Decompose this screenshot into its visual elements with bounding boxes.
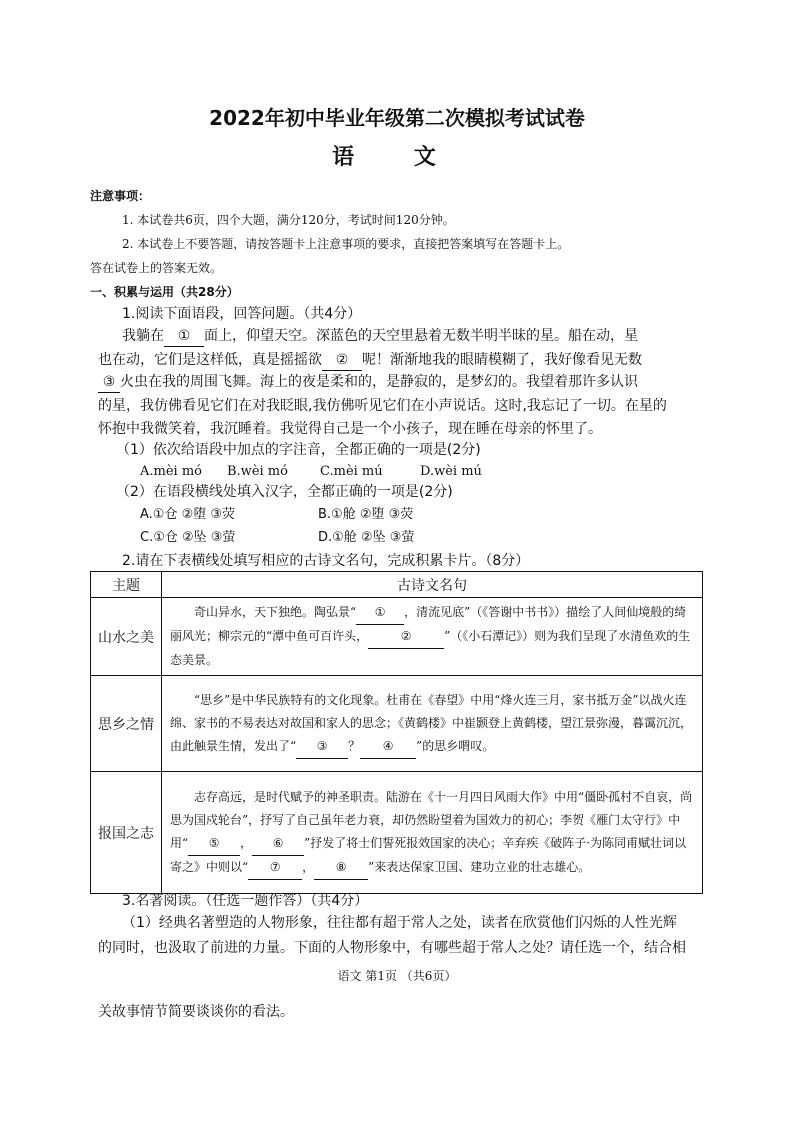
q3-sub1-line-3: 关故事情节简要谈谈你的看法。 bbox=[98, 1004, 294, 1020]
table-row bbox=[91, 676, 703, 772]
q1-sub1-option-c: C.mèi mú bbox=[320, 464, 383, 479]
q3-stem: 3.名著阅读。（任选一题作答）（共4分） bbox=[122, 893, 369, 909]
q1-passage-line-1: 我躺在 ① 面上，仰望天空。深蓝色的天空里悬着无数半明半昧的星。船在动，星 bbox=[122, 326, 638, 347]
q1-passage-line-2: 也在动，它们是这样低，真是摇摇欲 ② 呢！渐渐地我的眼睛模糊了，我好像看见无数 bbox=[98, 350, 642, 371]
q1-passage-line-5: 怀抱中我微笑着，我沉睡着。我觉得自己是一个小孩子，现在睡在母亲的怀里了。 bbox=[98, 421, 602, 437]
section-1-heading: 一、积累与运用（共28分） bbox=[90, 285, 239, 299]
notice-item-2: 2. 本试卷上不要答题，请按答题卡上注意事项的要求，直接把答案填写在答题卡上。 bbox=[122, 237, 570, 251]
q1-sub1-option-b: B.wèi mó bbox=[227, 464, 288, 479]
q1-sub2-option-d: D.①舱 ②坠 ③萤 bbox=[318, 530, 415, 545]
q1-sub2-option-c: C.①仓 ②坠 ③萤 bbox=[140, 530, 236, 545]
q1-passage-line-3: ③ 火虫在我的周围飞舞。海上的夜是柔和的，是静寂的，是梦幻的。我望着那许多认识 bbox=[98, 372, 638, 393]
q3-sub1-line-1: （1）经典名著塑造的人物形象，往往都有超于常人之处，读者在欣赏他们闪烁的人性光辉 bbox=[122, 915, 677, 931]
notice-heading: 注意事项： bbox=[90, 189, 151, 203]
row-content: 志存高远，是时代赋予的神圣职责。陆游在《十一月四日风雨大作》中用“僵卧孤村不自哀，尚思为国戍轮台”，抒写了自己虽年老力衰，却仍然盼望着为国效力的初心；李贺《雁门太守行》中用“ ⑤ ， ⑥ ”抒发了将士们誓死报效国家的决心；辛弃疾《破阵子·为陈同甫赋壮词以寄之》中则以“ ⑦ ， ⑧ ”来表达保家卫国、建功立业的壮志雄心。 bbox=[162, 772, 703, 894]
blank-card-7: ⑦ bbox=[248, 856, 302, 880]
notice-item-1: 1. 本试卷共6页，四个大题，满分120分，考试时间120分钟。 bbox=[122, 213, 455, 227]
q1-sub-2: （2）在语段横线处填入汉字，全都正确的一项是(2分) bbox=[116, 484, 453, 500]
accumulation-card-table bbox=[90, 571, 703, 894]
q3-sub1-line-2: 的同时，也汲取了前进的力量。下面的人物形象中，有哪些超于常人之处？请任选一个，结合相 bbox=[98, 940, 686, 956]
col-header-theme: 主题 bbox=[91, 572, 162, 598]
blank-card-8: ⑧ bbox=[314, 856, 368, 880]
row-theme: 山水之美 bbox=[91, 598, 162, 676]
exam-title: 2022年初中毕业年级第二次模拟考试试卷 bbox=[209, 106, 585, 130]
q1-stem: 1.阅读下面语段，回答问题。（共4分） bbox=[122, 306, 362, 322]
row-theme: 思乡之情 bbox=[91, 676, 162, 772]
blank-card-6: ⑥ bbox=[252, 832, 304, 856]
q1-sub1-option-d: D.wèi mú bbox=[420, 464, 482, 479]
subject-title: 语 文 bbox=[332, 145, 462, 170]
blank-card-2: ② bbox=[368, 625, 444, 649]
q1-sub1-option-a: A.mèi mó bbox=[140, 464, 202, 479]
q1-sub2-option-b: B.①舱 ②堕 ③荧 bbox=[318, 507, 414, 522]
blank-3: ③ bbox=[98, 372, 120, 393]
row-content: “思乡”是中华民族特有的文化现象。杜甫在《春望》中用“烽火连三月，家书抵万金”以战火连绵、家书的不易表达对故国和家人的思念；《黄鹤楼》中崔颢登上黄鹤楼，望江景弥漫，暮霭沉沉，由此触景生情，发出了“ ③ ？ ④ ”的思乡喟叹。 bbox=[162, 676, 703, 772]
q2-stem: 2.请在下表横线处填写相应的古诗文名句，完成积累卡片。（8分） bbox=[122, 553, 530, 569]
q1-passage-line-4: 的星，我仿佛看见它们在对我眨眼,我仿佛听见它们在小声说话。这时,我忘记了一切。在星的 bbox=[98, 398, 667, 414]
blank-card-1: ① bbox=[356, 601, 404, 625]
blank-card-5: ⑤ bbox=[188, 832, 240, 856]
blank-card-4: ④ bbox=[360, 735, 416, 759]
col-header-content: 古诗文名句 bbox=[162, 572, 703, 598]
blank-2: ② bbox=[322, 350, 362, 371]
notice-item-2-cont: 答在试卷上的答案无效。 bbox=[90, 261, 223, 275]
row-content: 奇山异水，天下独绝。陶弘景“ ① ，清流见底”（《答谢中书书》）描绘了人间仙境般的绮丽风光；柳宗元的“潭中鱼可百许头， ② ”（《小石潭记》）则为我们呈现了水清鱼欢的生态美景。 bbox=[162, 598, 703, 676]
q1-sub2-option-a: A.①仓 ②堕 ③荧 bbox=[140, 507, 236, 522]
row-theme: 报国之志 bbox=[91, 772, 162, 894]
blank-1: ① bbox=[164, 326, 204, 347]
table-row bbox=[91, 598, 703, 676]
table-row bbox=[91, 772, 703, 894]
q1-sub-1: （1）依次给语段中加点的字注音，全都正确的一项是(2分) bbox=[116, 442, 481, 458]
blank-card-3: ③ bbox=[296, 735, 348, 759]
page-footer: 语文 第1页 （共6页） bbox=[337, 969, 457, 983]
